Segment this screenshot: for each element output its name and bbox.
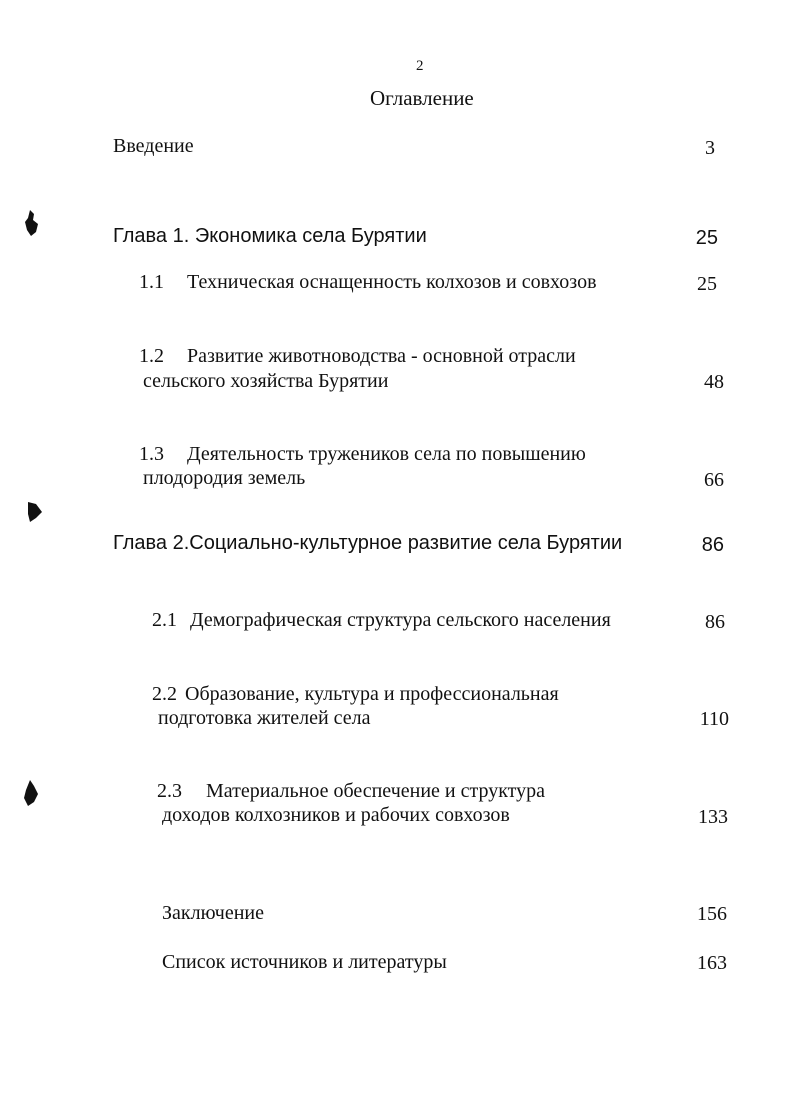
toc-section-number: 1.2 bbox=[139, 345, 164, 367]
toc-section-number: 1.1 bbox=[139, 271, 164, 293]
toc-section-page: 133 bbox=[698, 806, 728, 828]
toc-chapter-title: Глава 1. Экономика села Бурятии bbox=[113, 225, 427, 247]
toc-section-title-cont: плодородия земель bbox=[143, 467, 306, 489]
toc-section-page: 48 bbox=[704, 371, 724, 393]
toc-entry-page: 163 bbox=[697, 952, 727, 974]
toc-section-page: 86 bbox=[705, 611, 725, 633]
toc-entry-title: Введение bbox=[113, 135, 194, 157]
toc-section-title: Развитие животноводства - основной отрасли bbox=[187, 345, 576, 367]
toc-section-title: Материальное обеспечение и структура bbox=[206, 780, 546, 802]
toc-entry-page: 3 bbox=[705, 137, 715, 159]
toc-chapter-page: 25 bbox=[695, 227, 718, 249]
toc-entry-page: 156 bbox=[697, 903, 727, 925]
toc-section-number: 2.3 bbox=[157, 780, 182, 802]
toc-section-number: 2.1 bbox=[152, 609, 177, 631]
toc-section-title: Деятельность тружеников села по повышению bbox=[187, 443, 586, 465]
toc-chapter-title: Глава 2.Социально-культурное развитие села Бурятии bbox=[113, 532, 623, 554]
toc-section-title-cont: подготовка жителей села bbox=[158, 707, 371, 729]
toc-entry-title: Список источников и литературы bbox=[162, 951, 447, 973]
toc-section-page: 110 bbox=[699, 708, 729, 730]
toc-section-title: Образование, культура и профессиональная bbox=[185, 683, 559, 705]
toc-section-page: 25 bbox=[697, 273, 717, 295]
scan-artifact-mark bbox=[24, 498, 44, 526]
page-title: Оглавление bbox=[370, 86, 474, 110]
toc-section-title-cont: доходов колхозников и рабочих совхозов bbox=[162, 804, 510, 826]
toc-section-page: 66 bbox=[704, 469, 724, 491]
toc-section-number: 2.2 bbox=[152, 683, 177, 705]
toc-entry-title: Заключение bbox=[162, 902, 264, 924]
toc-section-title-cont: сельского хозяйства Бурятии bbox=[143, 370, 389, 392]
page-number: 2 bbox=[416, 58, 424, 74]
scan-artifact-mark bbox=[20, 778, 42, 808]
toc-chapter-page: 86 bbox=[701, 534, 724, 556]
toc-section-title: Техническая оснащенность колхозов и совхозов bbox=[187, 271, 597, 293]
scan-artifact-mark bbox=[22, 208, 42, 238]
toc-section-title: Демографическая структура сельского населения bbox=[190, 609, 611, 631]
toc-section-number: 1.3 bbox=[139, 443, 164, 465]
